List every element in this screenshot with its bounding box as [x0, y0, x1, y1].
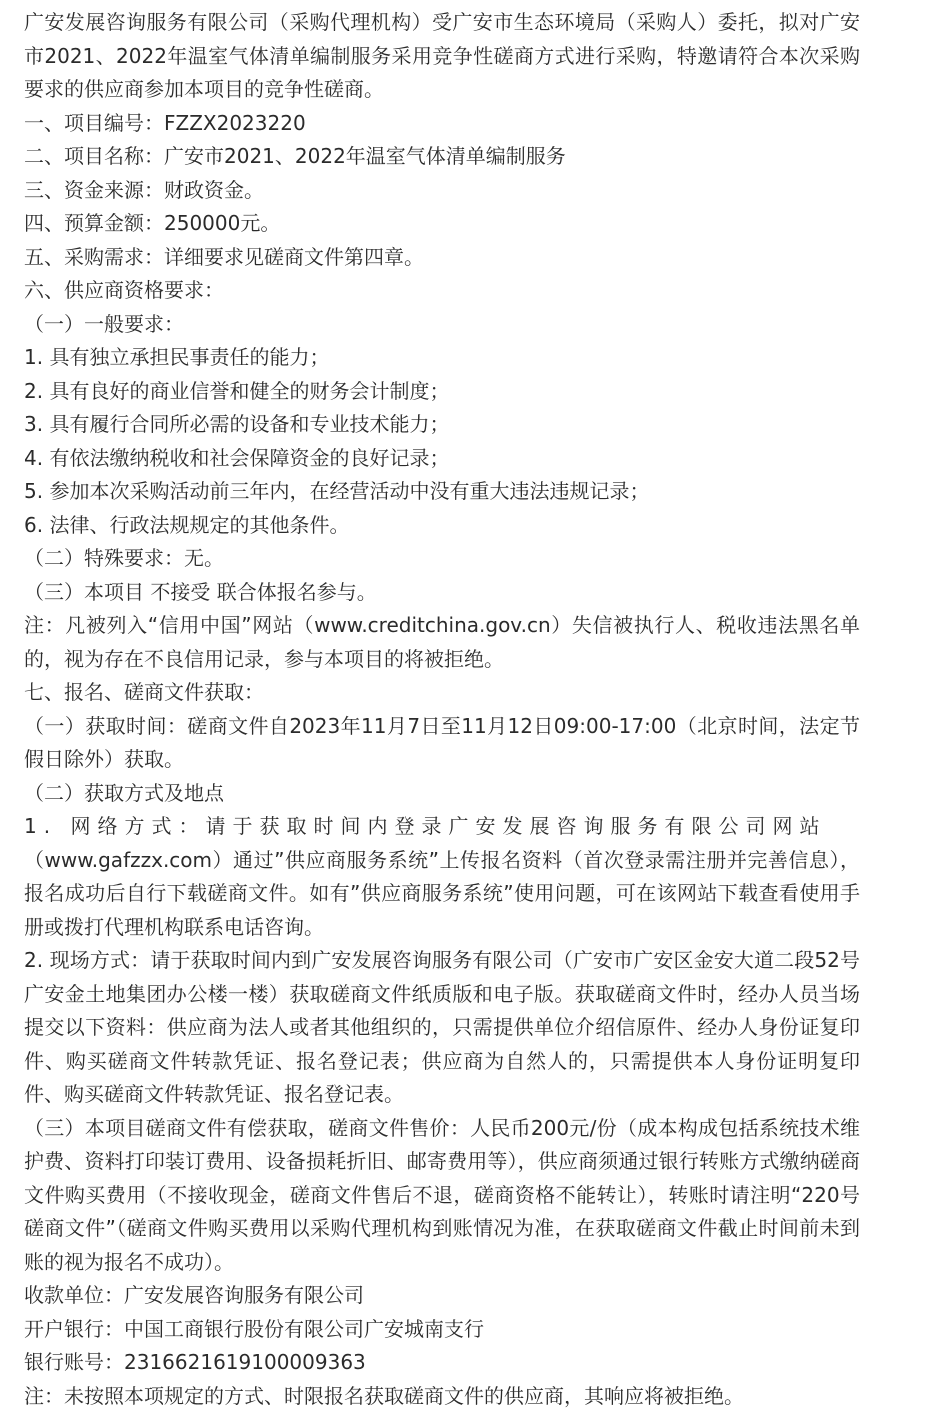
bank-name: 开户银行：中国工商银行股份有限公司广安城南支行: [24, 1313, 860, 1347]
general-requirement-item: 4. 有依法缴纳税收和社会保障资金的良好记录；: [24, 442, 860, 476]
general-requirement-item: 6. 法律、行政法规规定的其他条件。: [24, 509, 860, 543]
online-method-head: 1. 网络方式：请于获取时间内登录广安发展咨询服务有限公司网站: [24, 810, 860, 844]
general-requirements-heading: （一）一般要求：: [24, 308, 860, 342]
general-requirement-item: 5. 参加本次采购活动前三年内，在经营活动中没有重大违法违规记录；: [24, 475, 860, 509]
acquisition-time: （一）获取时间：磋商文件自2023年11月7日至11月12日09:00-17:00（北京时间，法定节假日除外）获取。: [24, 710, 860, 777]
procurement-requirement: 五、采购需求：详细要求见磋商文件第四章。: [24, 241, 860, 275]
registration-heading: 七、报名、磋商文件获取：: [24, 676, 860, 710]
document-fee: （三）本项目磋商文件有偿获取，磋商文件售价：人民币200元/份（成本构成包括系统技术维护费、资料打印装订费用、设备损耗折旧、邮寄费用等），供应商须通过银行转账方式缴纳磋商文件购买费用（不接收现金，磋商文件售后不退，磋商资格不能转让），转账时请注明“220号磋商文件”（磋商文件购买费用以采购代理机构到账情况为准，在获取磋商文件截止时间前未到账的视为报名不成功）。: [24, 1112, 860, 1280]
project-number: 一、项目编号：FZZX2023220: [24, 107, 860, 141]
special-requirement: （二）特殊要求：无。: [24, 542, 860, 576]
online-method-body: （www.gafzzx.com）通过”供应商服务系统”上传报名资料（首次登录需注册并完善信息），报名成功后自行下载磋商文件。如有”供应商服务系统”使用问题，可在该网站下载查看使用手册或拨打代理机构联系电话咨询。: [24, 844, 860, 945]
consortium-policy: （三）本项目 不接受 联合体报名参与。: [24, 576, 860, 610]
qualification-heading: 六、供应商资格要求：: [24, 274, 860, 308]
credit-note: 注：凡被列入“信用中国”网站（www.creditchina.gov.cn）失信被执行人、税收违法黑名单的，视为存在不良信用记录，参与本项目的将被拒绝。: [24, 609, 860, 676]
budget-amount: 四、预算金额：250000元。: [24, 207, 860, 241]
general-requirement-item: 2. 具有良好的商业信誉和健全的财务会计制度；: [24, 375, 860, 409]
general-requirement-item: 3. 具有履行合同所必需的设备和专业技术能力；: [24, 408, 860, 442]
bank-account: 银行账号：2316621619100009363: [24, 1346, 860, 1380]
fund-source: 三、资金来源：财政资金。: [24, 174, 860, 208]
onsite-method: 2. 现场方式：请于获取时间内到广安发展咨询服务有限公司（广安市广安区金安大道二段52号广安金土地集团办公楼一楼）获取磋商文件纸质版和电子版。获取磋商文件时，经办人员当场提交以下资料：供应商为法人或者其他组织的，只需提供单位介绍信原件、经办人身份证复印件、购买磋商文件转款凭证、报名登记表；供应商为自然人的，只需提供本人身份证明复印件、购买磋商文件转款凭证、报名登记表。: [24, 944, 860, 1112]
intro-paragraph: 广安发展咨询服务有限公司（采购代理机构）受广安市生态环境局（采购人）委托，拟对广安市2021、2022年温室气体清单编制服务采用竞争性磋商方式进行采购，特邀请符合本次采购要求的供应商参加本项目的竞争性磋商。: [24, 6, 860, 107]
acquisition-method-heading: （二）获取方式及地点: [24, 777, 860, 811]
general-requirement-item: 1. 具有独立承担民事责任的能力；: [24, 341, 860, 375]
payee: 收款单位：广安发展咨询服务有限公司: [24, 1279, 860, 1313]
rejection-note: 注：未按照本项规定的方式、时限报名获取磋商文件的供应商，其响应将被拒绝。: [24, 1380, 860, 1413]
project-name: 二、项目名称：广安市2021、2022年温室气体清单编制服务: [24, 140, 860, 174]
